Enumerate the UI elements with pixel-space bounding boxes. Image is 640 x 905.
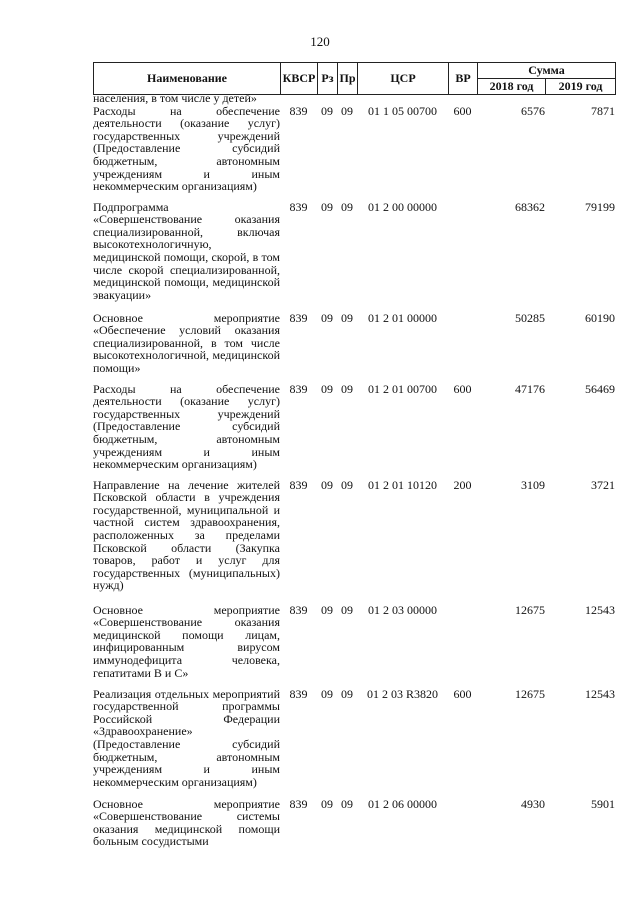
row-amount-2018	[477, 92, 545, 105]
row-kvsr: 839	[289, 477, 308, 492]
row-name: Расходы на обеспечение деятельности (оказание услуг) государственных учреждений (Предоставление субсидий бюджетным, автономным учреждениям и иным некоммерческим организациям)	[93, 103, 280, 194]
row-kvsr: 839	[289, 686, 308, 701]
header-rz: Рз	[318, 63, 338, 95]
table-row	[93, 383, 615, 479]
row-kvsr: 839	[289, 381, 308, 396]
row-amount-2019: 5901	[591, 796, 615, 811]
row-pr	[337, 92, 357, 105]
table-row	[93, 92, 615, 105]
row-rz: 09	[321, 686, 333, 701]
row-vr	[448, 92, 477, 105]
row-csr: 01 2 06 00000	[368, 796, 437, 811]
row-amount-2018: 3109	[521, 477, 545, 492]
row-amount-2019	[545, 92, 615, 105]
row-kvsr	[280, 92, 317, 105]
header-vr: ВР	[449, 63, 478, 95]
row-csr: 01 1 05 00700	[368, 103, 437, 118]
row-vr: 600	[453, 381, 472, 396]
row-name: населения, в том числе у детей»	[93, 91, 257, 105]
row-name: Направление на лечение жителей Псковской области в учреждения государственной, муниципальной и частной систем здравоохранения, расположенных за пределами Псковской области (Закупка товаров, работ и услуг для государственных (муниципальных) нужд)	[93, 477, 280, 593]
row-amount-2019: 56469	[585, 381, 615, 396]
row-kvsr: 839	[289, 310, 308, 325]
row-rz: 09	[321, 602, 333, 617]
row-amount-2018: 6576	[521, 103, 545, 118]
row-amount-2019: 7871	[591, 103, 615, 118]
row-amount-2018: 50285	[515, 310, 545, 325]
row-name: Подпрограмма «Совершенствование оказания специализированной, включая высокотехнологичную, медицинской помощи, скорой, в том числе скорой специализированной, медицинской помощи, медицинской эвакуации»	[93, 199, 280, 302]
row-rz: 09	[321, 796, 333, 811]
row-csr: 01 2 03 00000	[368, 602, 437, 617]
row-vr: 200	[453, 477, 472, 492]
row-pr: 09	[341, 602, 353, 617]
row-kvsr: 839	[289, 199, 308, 214]
row-amount-2018: 68362	[515, 199, 545, 214]
row-amount-2018: 12675	[515, 686, 545, 701]
row-pr: 09	[341, 381, 353, 396]
row-vr: 600	[453, 103, 472, 118]
table-row	[93, 201, 615, 312]
row-amount-2019: 60190	[585, 310, 615, 325]
row-name: Основное мероприятие «Совершенствование системы оказания медицинской помощи больным сосудистыми	[93, 796, 280, 849]
row-amount-2018: 47176	[515, 381, 545, 396]
row-name: Расходы на обеспечение деятельности (оказание услуг) государственных учреждений (Предоставление субсидий бюджетным, автономным учреждениям и иным некоммерческим организациям)	[93, 381, 280, 472]
row-csr: 01 2 03 R3820	[366, 686, 438, 701]
row-kvsr: 839	[289, 602, 308, 617]
row-rz: 09	[321, 103, 333, 118]
row-pr: 09	[341, 103, 353, 118]
row-vr	[448, 201, 477, 312]
row-csr: 01 2 01 00000	[368, 310, 437, 325]
row-amount-2019: 12543	[585, 686, 615, 701]
row-vr	[448, 798, 477, 848]
row-name: Основное мероприятие «Обеспечение условий оказания специализированной, в том числе высокотехнологичной, медицинской помощи»	[93, 310, 280, 375]
row-rz: 09	[321, 477, 333, 492]
table-row	[93, 105, 615, 201]
row-amount-2019: 79199	[585, 199, 615, 214]
row-csr: 01 2 01 10120	[368, 477, 437, 492]
row-pr: 09	[341, 310, 353, 325]
row-amount-2019: 3721	[591, 477, 615, 492]
row-kvsr: 839	[289, 796, 308, 811]
row-kvsr: 839	[289, 103, 308, 118]
row-vr	[448, 312, 477, 383]
row-amount-2018: 12675	[515, 602, 545, 617]
row-amount-2018: 4930	[521, 796, 545, 811]
table-row	[93, 688, 615, 798]
header-kvsr: КВСР	[281, 63, 318, 95]
header-year-2018: 2018 год	[478, 79, 546, 95]
row-name: Основное мероприятие «Совершенствование оказания медицинской помощи лицам, инфицированным вирусом иммунодефицита человека, гепатитами В и С»	[93, 602, 280, 680]
header-name: Наименование	[94, 63, 281, 95]
row-pr: 09	[341, 796, 353, 811]
table-row	[93, 604, 615, 688]
row-csr: 01 2 00 00000	[368, 199, 437, 214]
page-number: 120	[310, 34, 330, 49]
row-pr: 09	[341, 686, 353, 701]
row-rz: 09	[321, 381, 333, 396]
row-rz	[317, 92, 337, 105]
row-pr: 09	[341, 477, 353, 492]
row-rz: 09	[321, 310, 333, 325]
header-csr: ЦСР	[358, 63, 449, 95]
table-row	[93, 798, 615, 848]
row-csr: 01 2 01 00700	[368, 381, 437, 396]
row-pr: 09	[341, 199, 353, 214]
header-year-2019: 2019 год	[546, 79, 616, 95]
header-pr: Пр	[338, 63, 358, 95]
table-row	[93, 312, 615, 383]
table-row	[93, 479, 615, 604]
row-name: Реализация отдельных мероприятий государственной программы Российской Федерации «Здравоохранение» (Предоставление субсидий бюджетным, автономным учреждениям и иным некоммерческим организациям)	[93, 686, 280, 789]
header-sum: Сумма	[478, 63, 616, 79]
row-rz: 09	[321, 199, 333, 214]
row-amount-2019: 12543	[585, 602, 615, 617]
row-vr: 600	[453, 686, 472, 701]
row-vr	[448, 604, 477, 688]
budget-table-body	[93, 92, 615, 848]
row-csr	[357, 92, 448, 105]
